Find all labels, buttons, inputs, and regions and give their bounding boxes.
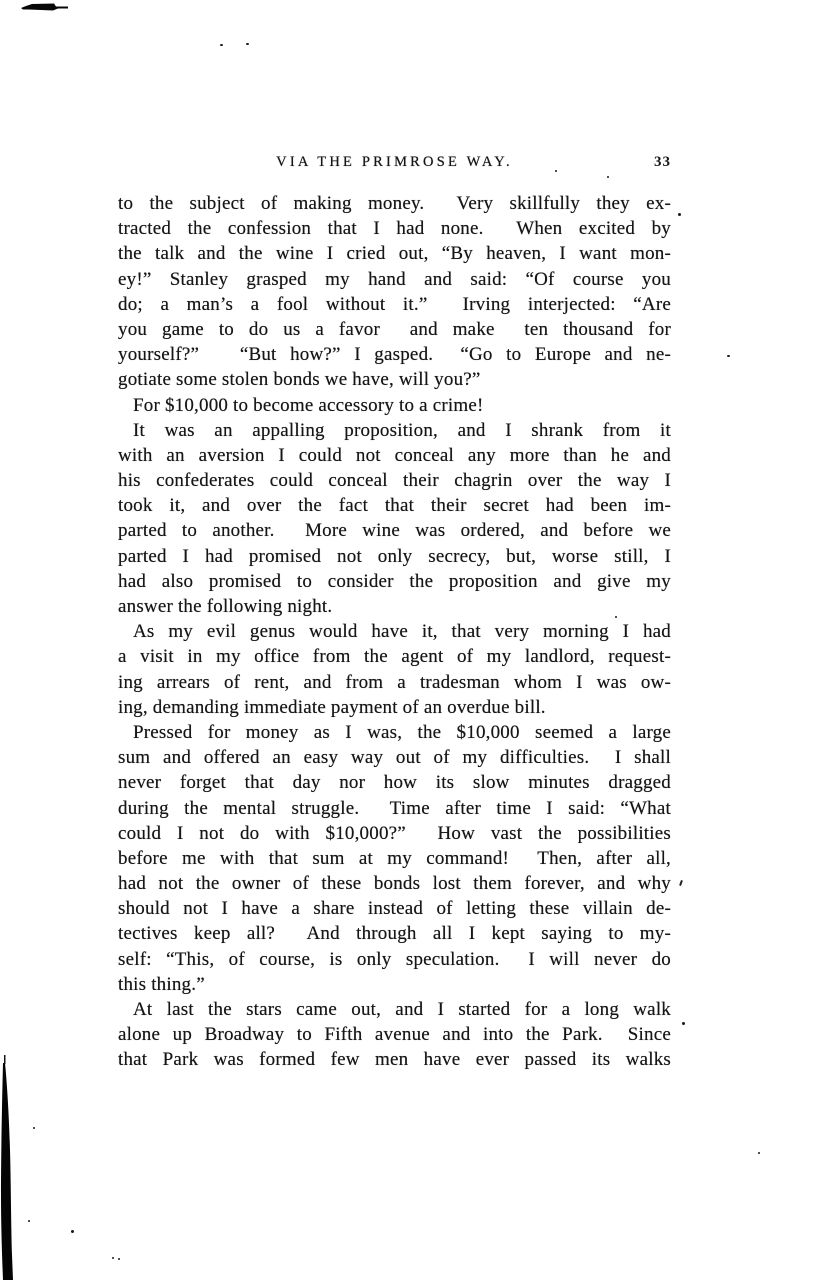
text-line: with an aversion I could not conceal any more than he and	[118, 444, 671, 466]
ink-speck	[555, 170, 557, 172]
text-line: ing arrears of rent, and from a tradesman whom I was ow-	[118, 671, 671, 693]
ink-smudge-icon	[21, 3, 71, 13]
text-line: ey!” Stanley grasped my hand and said: “Of course you	[118, 268, 671, 290]
ink-speck	[118, 1258, 120, 1260]
paragraph	[118, 619, 671, 720]
text-line: a visit in my office from the agent of my landlord, request-	[118, 646, 671, 668]
page-number: 33	[654, 154, 671, 170]
running-head	[118, 154, 671, 172]
text-line: It was an appalling proposition, and I shrank from it	[133, 419, 671, 441]
paragraph	[118, 191, 671, 393]
page-text	[118, 191, 671, 1073]
ink-speck	[112, 1257, 114, 1259]
ink-speck	[727, 355, 730, 357]
ink-streak-icon	[0, 1055, 16, 1280]
ink-speck	[246, 43, 249, 45]
ink-speck	[678, 213, 681, 216]
ink-speck	[33, 1127, 35, 1129]
text-line: At last the stars came out, and I started for a long walk	[133, 999, 671, 1020]
text-line: never forget that day nor how its slow minutes dragged	[118, 772, 671, 794]
text-line: tracted the confession that I had none. When excited by	[118, 218, 671, 240]
text-line: answer the following night.	[118, 596, 333, 617]
text-line: that Park was formed few men have ever passed its walks	[118, 1049, 671, 1071]
text-line: gotiate some stolen bonds we have, will you?”	[118, 369, 481, 391]
text-line: before me with that sum at my command! Then, after all,	[118, 847, 671, 869]
text-line: For $10,000 to become accessory to a crime!	[133, 394, 484, 416]
running-head-title: VIA THE PRIMROSE WAY.	[276, 154, 513, 170]
text-line: self: “This, of course, is only speculation. I will never do	[118, 948, 671, 970]
text-line: had not the owner of these bonds lost them forever, and why	[118, 873, 671, 895]
ink-speck	[758, 1152, 760, 1154]
text-line: the talk and the wine I cried out, “By heaven, I want mon-	[118, 243, 671, 265]
paragraph	[118, 997, 671, 1073]
text-line: ing, demanding immediate payment of an overdue bill.	[118, 696, 546, 718]
text-line: this thing.”	[118, 973, 205, 995]
text-line: do; a man’s a fool without it.” Irving interjected: “Are	[118, 293, 671, 315]
ink-speck	[615, 616, 617, 618]
ink-tick	[679, 880, 683, 886]
text-line: sum and offered an easy way out of my difficulties. I shall	[118, 747, 671, 769]
text-line: took it, and over the fact that their secret had been im-	[118, 495, 671, 517]
text-line: to the subject of making money. Very skillfully they ex-	[118, 193, 671, 214]
ink-speck	[682, 1022, 685, 1025]
paragraph	[118, 393, 671, 418]
paragraph	[118, 418, 671, 620]
ink-speck	[607, 176, 609, 178]
ink-speck	[28, 1220, 30, 1222]
text-line: yourself?” “But how?” I gasped. “Go to Europe and ne-	[118, 344, 671, 366]
ink-speck	[71, 1230, 74, 1233]
text-line: should not I have a share instead of letting these villain de-	[118, 898, 671, 920]
text-line: during the mental struggle. Time after time I said: “What	[118, 797, 671, 819]
text-line: Pressed for money as I was, the $10,000 seemed a large	[133, 721, 671, 743]
text-line: his confederates could conceal their chagrin over the way I	[118, 470, 671, 492]
text-line: could I not do with $10,000?” How vast the possibilities	[118, 822, 671, 844]
text-line: had also promised to consider the proposition and give my	[118, 570, 671, 592]
paragraph	[118, 720, 671, 997]
text-line: parted to another. More wine was ordered, and before we	[118, 520, 671, 542]
text-line: you game to do us a favor and make ten thousand for	[118, 318, 671, 340]
text-line: parted I had promised not only secrecy, but, worse still, I	[118, 545, 671, 567]
text-line: alone up Broadway to Fifth avenue and into the Park. Since	[118, 1024, 671, 1046]
text-line: tectives keep all? And through all I kept saying to my-	[118, 923, 671, 945]
ink-speck	[220, 44, 223, 46]
text-line: As my evil genus would have it, that very morning I had	[133, 621, 671, 643]
